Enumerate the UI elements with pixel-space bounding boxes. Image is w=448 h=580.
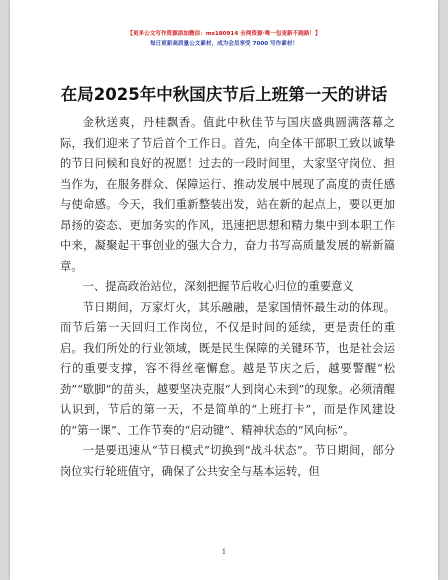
promo-banner-line-1: 【更多公文写作资源添加微信：ms180914 全网资源·唯一包更新不跑路！】: [127, 31, 321, 37]
document-title: 在局2025年中秋国庆节后上班第一天的讲话: [60, 85, 388, 104]
section-heading: 一、提高政治站位，深刻把握节后收心归位的重要意义: [82, 280, 354, 293]
body-paragraph: 节日期间，万家灯火，其乐融融，是家国情怀最生动的体现。而节后第一天回归工作岗位，不仅是时间的延续，更是责任的重启。我们所处的行业领域，既是民生保障的关键环节，也是社会运行的重要支撑，容不得丝毫懈怠。越是节庆之后，越要警醒“松劲”“歇脚”的苗头，越要坚决克服“人到岗心未到”的现象。必须清醒认识到，节后的第一天，不是简单的“上班打卡”，而是作风建设的“第一课”、工作节奏的“启动键”、精神状态的“风向标”。: [60, 300, 395, 437]
document-body: [60, 113, 395, 482]
promo-banner-line-2: 每日更新高质量公文素材，成为会员享受 7000 写作素材！: [149, 41, 299, 47]
body-paragraph: 一是要迅速从“节日模式”切换到“战斗状态”。节日期间，部分岗位实行轮班值守，确保了公共安全与基本运转，但: [60, 444, 395, 478]
page-number: 1: [221, 548, 227, 556]
body-paragraph: 金秋送爽，丹桂飘香。值此中秋佳节与国庆盛典圆满落幕之际，我们迎来了节后首个工作日。首先，向全体干部职工致以诚挚的节日问候和良好的祝愿！过去的一段时间里，大家坚守岗位、担当作为，在服务群众、保障运行、推动发展中展现了高度的责任感与使命感。今天，我们重新整装出发，站在新的起点上，要以更加昂扬的姿态、更加务实的作风，迅速把思想和精力集中到本职工作中来，凝聚起干事创业的强大合力，奋力书写高质量发展的崭新篇章。: [60, 116, 395, 273]
document-page: [10, 0, 438, 580]
